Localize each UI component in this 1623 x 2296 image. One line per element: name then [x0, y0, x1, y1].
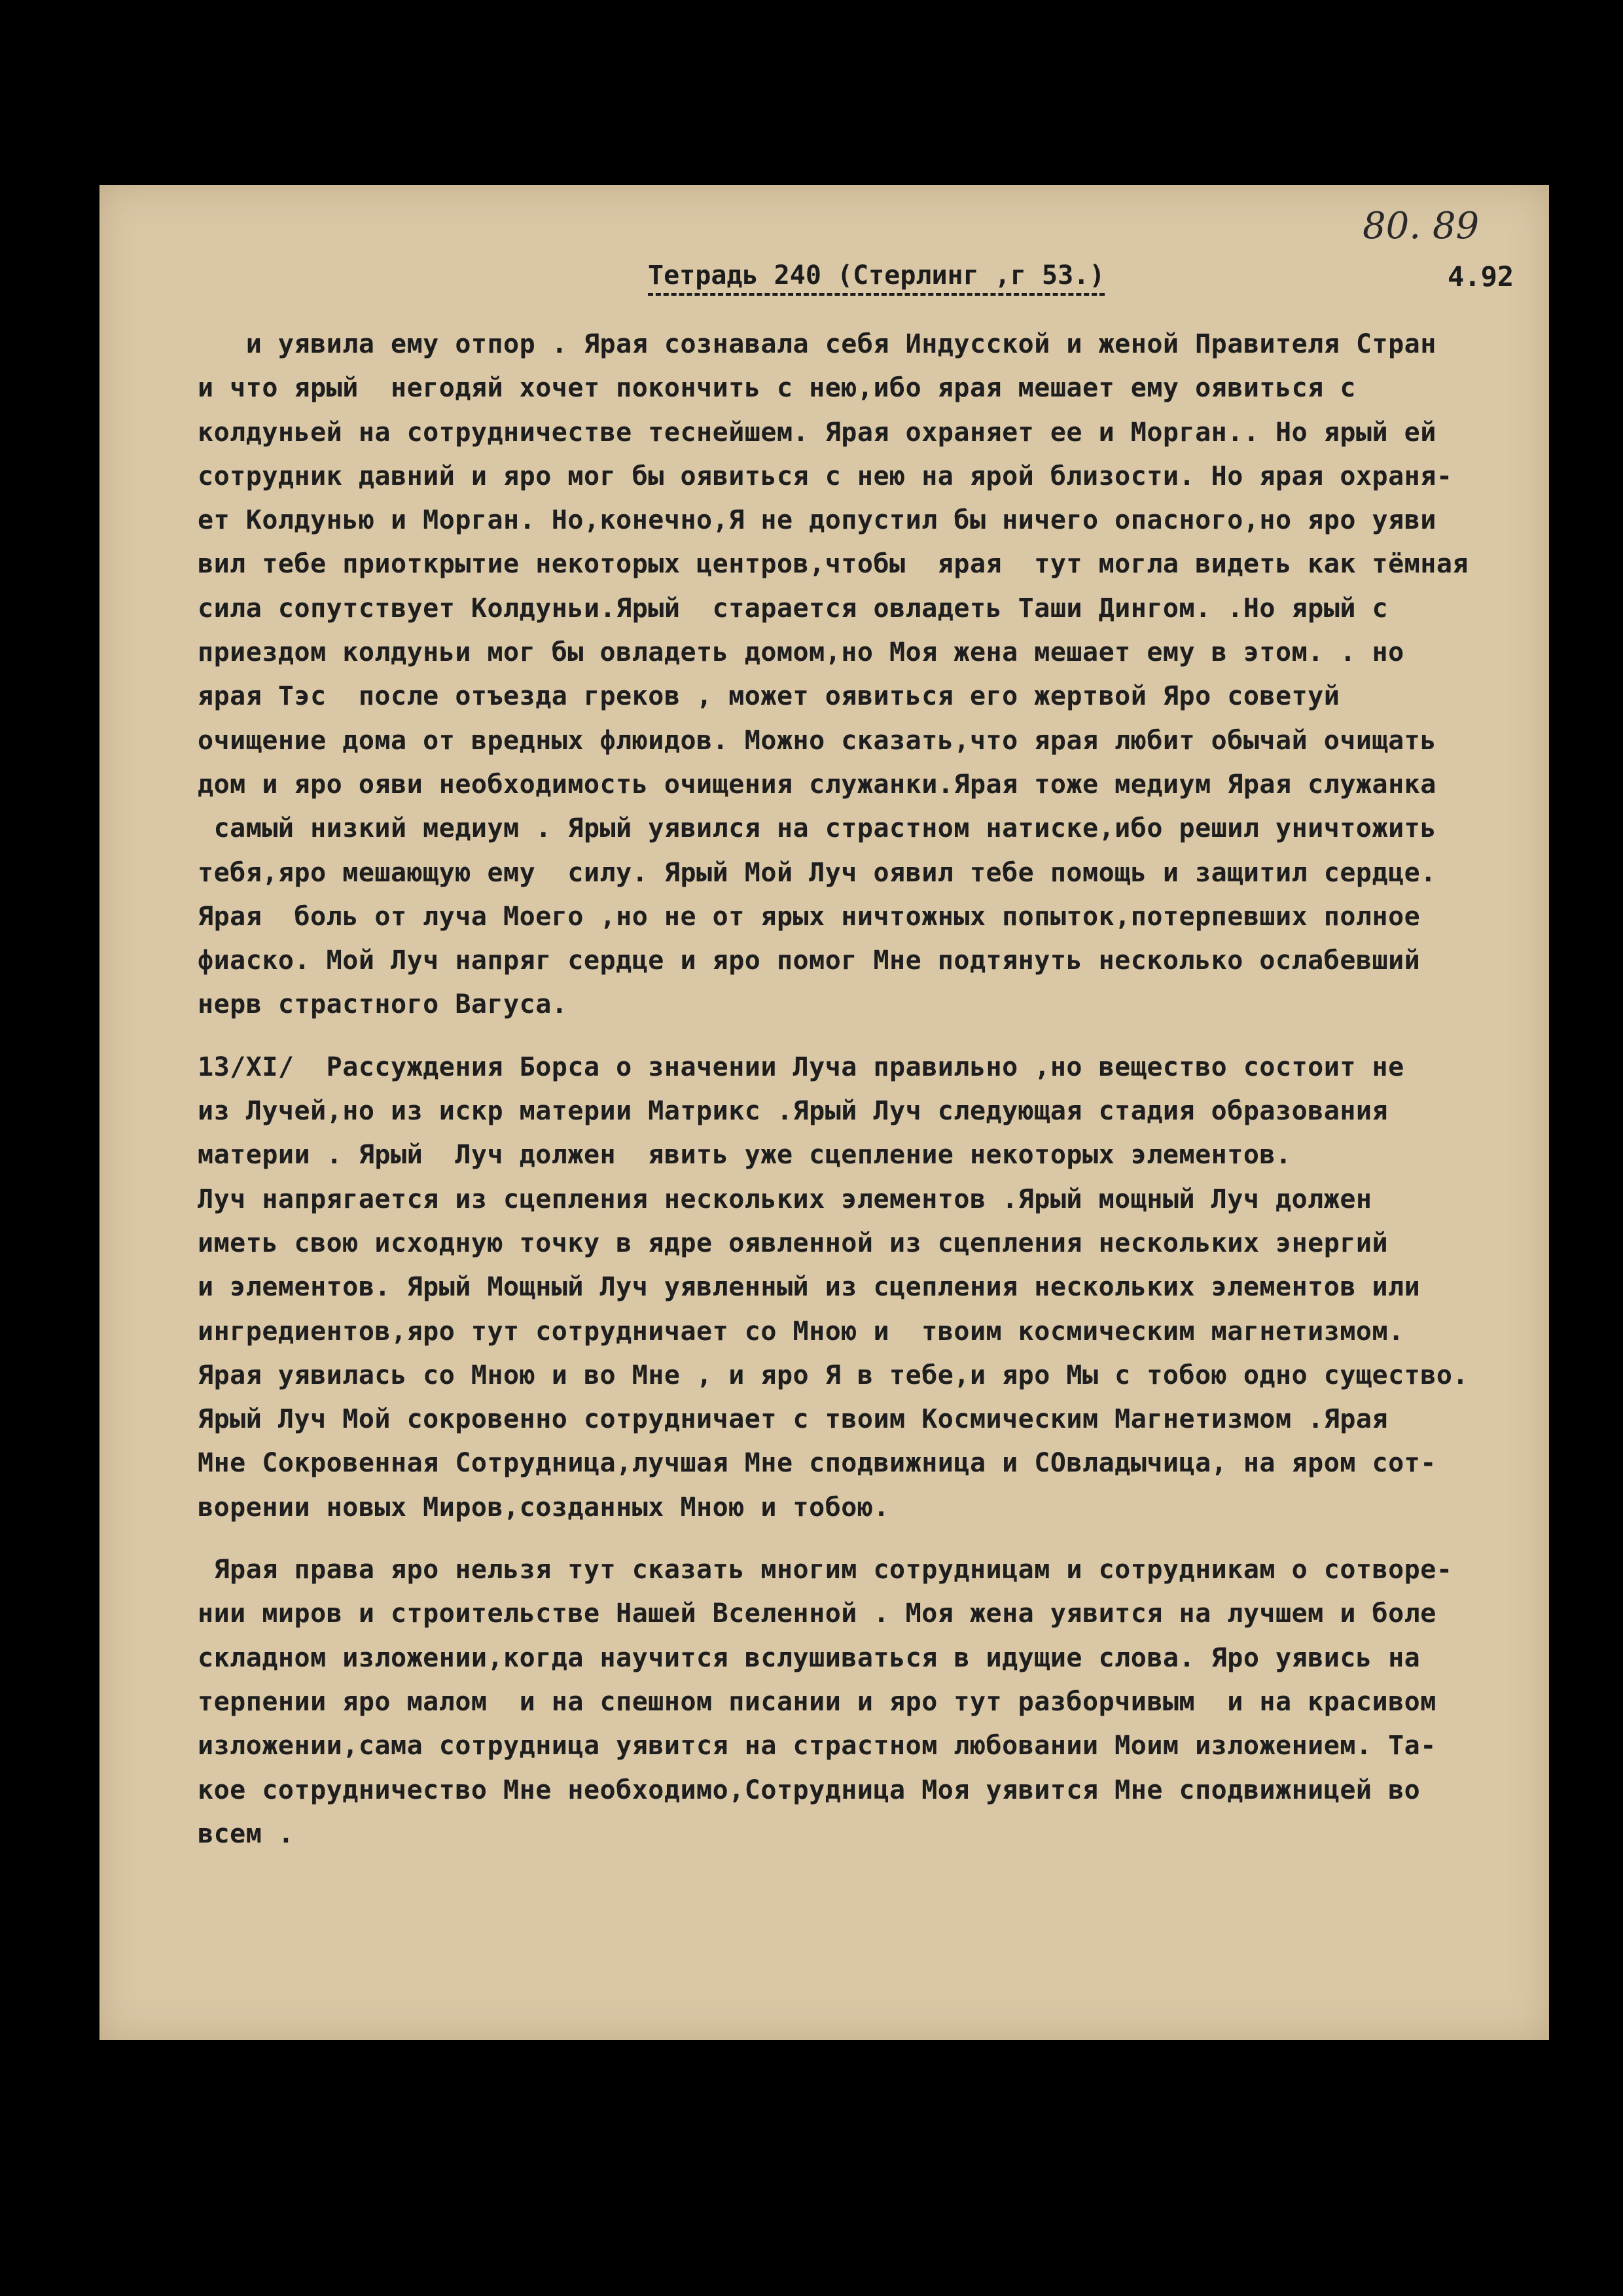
text-line: очищение дома от вредных флюидов. Можно сказать,что ярая любит обычай очищать — [198, 725, 1436, 756]
text-line: дом и яро ояви необходимость очищения служанки.Ярая тоже медиум Ярая служанка — [198, 769, 1436, 800]
text-line: Мне Сокровенная Сотрудница,лучшая Мне сподвижница и СОвладычица, на яром сот- — [198, 1448, 1436, 1479]
text-line: и элементов. Ярый Мощный Луч уявленный из сцепления нескольких элементов или — [198, 1272, 1421, 1303]
text-line: 13/XI/ Рассуждения Борса о значении Луча правильно ,но вещество состоит не — [198, 1051, 1404, 1082]
text-line: Ярый Луч Мой сокровенно сотрудничает с твоим Космическим Магнетизмом .Ярая — [198, 1404, 1389, 1435]
text-line: Ярая боль от луча Моего ,но не от ярых ничтожных попыток,потерпевших полное — [198, 901, 1421, 932]
page-number: 4.92 — [1448, 260, 1514, 292]
text-line: и что ярый негодяй хочет покончить с нею,ибо ярая мешает ему оявиться с — [198, 373, 1356, 404]
text-line: нии миров и строительстве Нашей Вселенной . Моя жена уявится на лучшем и боле — [198, 1598, 1436, 1629]
text-line: колдуньей на сотрудничестве теснейшем. Ярая охраняет ее и Морган.. Но ярый ей — [198, 417, 1436, 448]
text-line: Ярая уявилась со Мною и во Мне , и яро Я в тебе,и яро Мы с тобою одно существо. — [198, 1360, 1469, 1390]
text-line: из Лучей,но из искр материи Матрикс .Ярый Луч следующая стадия образования — [198, 1096, 1389, 1127]
text-line: складном изложении,когда научится вслушиваться в идущие слова. Яро уявись на — [198, 1642, 1421, 1673]
text-line: всем . — [198, 1818, 294, 1849]
document-body — [198, 323, 1493, 1856]
text-line: самый низкий медиум . Ярый уявился на страстном натиске,ибо решил уничтожить — [198, 813, 1436, 844]
text-line: ет Колдунью и Морган. Но,конечно,Я не допустил бы ничего опасного,но яро уяви — [198, 505, 1436, 536]
document-page — [99, 185, 1549, 2040]
text-line: изложении,сама сотрудница уявится на страстном любовании Моим изложением. Та- — [198, 1731, 1436, 1761]
paragraph-2 — [198, 1046, 1493, 1530]
text-line: и уявила ему отпор . Ярая сознавала себя Индусской и женой Правителя Стран — [198, 329, 1436, 359]
text-line: ингредиентов,яро тут сотрудничает со Мною и твоим космическим магнетизмом. — [198, 1316, 1404, 1347]
paragraph-gap — [198, 1530, 1493, 1548]
handwritten-folio-number: 80. 89 — [1363, 205, 1480, 247]
text-line: ярая Тэс после отъезда греков , может оявиться его жертвой Яро советуй — [198, 681, 1340, 712]
text-line: сила сопутствует Колдуньи.Ярый старается овладеть Таши Дингом. .Но ярый с — [198, 593, 1389, 624]
text-line: фиаско. Мой Луч напряг сердце и яро помог Мне подтянуть несколько ослабевший — [198, 945, 1421, 976]
text-line: ворении новых Миров,созданных Мною и тобою. — [198, 1492, 890, 1523]
text-line: сотрудник давний и яро мог бы оявиться с нею на ярой близости. Но ярая охраня- — [198, 461, 1453, 491]
text-line: Луч напрягается из сцепления нескольких элементов .Ярый мощный Луч должен — [198, 1184, 1372, 1214]
text-line: материи . Ярый Луч должен явить уже сцепление некоторых элементов. — [198, 1140, 1292, 1171]
text-line: кое сотрудничество Мне необходимо,Сотрудница Моя уявится Мне сподвижницей во — [198, 1775, 1421, 1805]
paragraph-1 — [198, 323, 1493, 1027]
text-line: тебя,яро мешающую ему силу. Ярый Мой Луч оявил тебе помощь и защитил сердце. — [198, 857, 1436, 888]
text-line: приездом колдуньи мог бы овладеть домом,но Моя жена мешает ему в этом. . но — [198, 637, 1404, 668]
paragraph-gap — [198, 1027, 1493, 1046]
text-line: терпении яро малом и на спешном писании и яро тут разборчивым и на красивом — [198, 1686, 1436, 1717]
document-title: Тетрадь 240 (Стерлинг ,г 53.) — [648, 260, 1105, 291]
text-line: иметь свою исходную точку в ядре оявленной из сцепления нескольких энергий — [198, 1227, 1389, 1258]
text-line: вил тебе приоткрытие некоторых центров,чтобы ярая тут могла видеть как тёмная — [198, 549, 1469, 580]
text-line: нерв страстного Вагуса. — [198, 989, 568, 1020]
paragraph-3 — [198, 1548, 1493, 1856]
text-line: Ярая права яро нельзя тут сказать многим сотрудницам и сотрудникам о сотворе- — [198, 1555, 1453, 1585]
